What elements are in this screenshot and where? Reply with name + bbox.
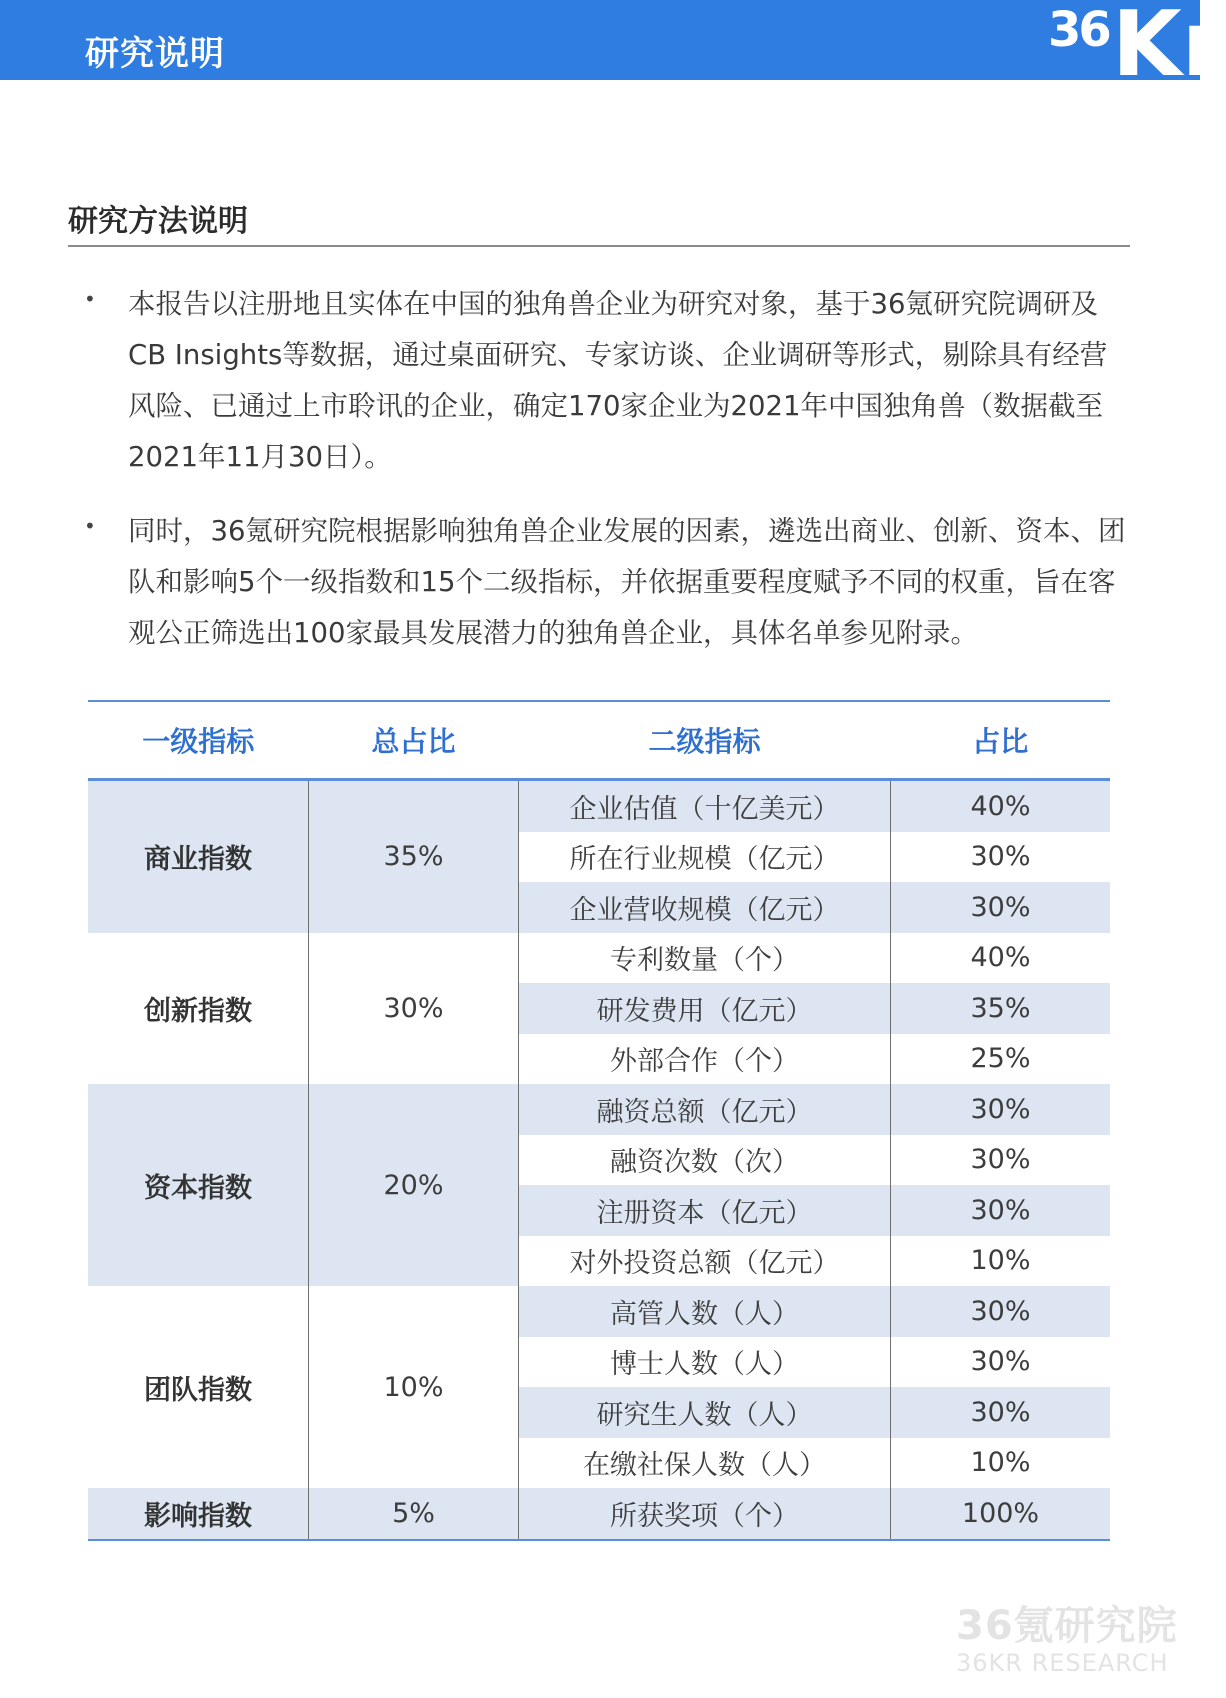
level2-pct: 30% xyxy=(970,1346,1031,1378)
level2-pct: 10% xyxy=(970,1245,1031,1277)
level2-pct: 30% xyxy=(970,841,1031,873)
header-level1: 一级指标 xyxy=(88,701,309,780)
level1-name: 创新指数 xyxy=(88,933,309,1085)
level2-label: 专利数量（个） xyxy=(519,933,891,984)
level1-total: 10% xyxy=(309,1286,519,1488)
bullet-1: • xyxy=(84,287,96,311)
level1-total: 30% xyxy=(309,933,519,1085)
level2-pct: 30% xyxy=(891,1084,1111,1135)
logo-kr: Kr xyxy=(1112,0,1226,97)
level2-label: 对外投资总额（亿元） xyxy=(519,1236,891,1287)
level1-total: 35% xyxy=(309,780,519,933)
level1-name: 团队指数 xyxy=(88,1286,309,1488)
header-level2: 二级指标 xyxy=(519,701,891,780)
level2-pct: 30% xyxy=(970,1144,1031,1176)
header-title: 研究说明 xyxy=(85,34,225,74)
header-bar xyxy=(0,0,1226,97)
bullet-2: • xyxy=(84,514,96,538)
level2-label: 在缴社保人数（人） xyxy=(519,1438,891,1489)
level2-label: 博士人数（人） xyxy=(519,1337,891,1388)
level2-pct: 25% xyxy=(970,1043,1031,1075)
level1-total: 5% xyxy=(309,1488,519,1540)
watermark-cn: 36氪研究院 xyxy=(956,1603,1178,1649)
section-title: 研究方法说明 xyxy=(68,204,248,239)
paragraph-1: 本报告以注册地且实体在中国的独角兽企业为研究对象，基于36氪研究院调研及CB Insights等数据，通过桌面研究、专家访谈、企业调研等形式，剔除具有经营风险、已通过上市聆讯的企业，确定170家企业为2021年中国独角兽（数据截至2021年11月30日）。 xyxy=(128,288,1108,473)
watermark-en: 36KR RESEARCH xyxy=(956,1649,1169,1677)
level2-label: 企业估值（十亿美元） xyxy=(519,780,891,832)
watermark xyxy=(956,1594,1178,1677)
level2-label: 企业营收规模（亿元） xyxy=(519,882,891,933)
level2-pct: 10% xyxy=(970,1447,1031,1479)
level2-label: 外部合作（个） xyxy=(519,1034,891,1085)
level2-label: 融资总额（亿元） xyxy=(519,1084,891,1135)
level2-pct: 40% xyxy=(970,942,1031,974)
table-row xyxy=(88,1488,1110,1540)
paragraph-2: 同时，36氪研究院根据影响独角兽企业发展的因素，遴选出商业、创新、资本、团队和影响5个一级指数和15个二级指标，并依据重要程度赋予不同的权重，旨在客观公正筛选出100家最具发展潜力的独角兽企业，具体名单参见附录。 xyxy=(128,515,1126,649)
table-row xyxy=(88,1286,1110,1337)
level2-pct: 35% xyxy=(891,983,1111,1034)
level1-name: 商业指数 xyxy=(88,780,309,933)
level2-label: 研发费用（亿元） xyxy=(519,983,891,1034)
level2-label: 注册资本（亿元） xyxy=(519,1185,891,1236)
level2-label: 融资次数（次） xyxy=(519,1135,891,1186)
level2-label: 高管人数（人） xyxy=(519,1286,891,1337)
level2-pct: 30% xyxy=(891,882,1111,933)
level2-pct: 30% xyxy=(891,1387,1111,1438)
table-row xyxy=(88,933,1110,984)
index-table xyxy=(88,700,1110,1541)
level2-pct: 30% xyxy=(891,1286,1111,1337)
level2-pct: 40% xyxy=(891,780,1111,832)
table-header-row xyxy=(88,701,1110,780)
level2-label: 所在行业规模（亿元） xyxy=(519,832,891,883)
table-row xyxy=(88,1084,1110,1135)
level1-name: 资本指数 xyxy=(88,1084,309,1286)
header-total: 总占比 xyxy=(309,701,519,780)
level2-label: 所获奖项（个） xyxy=(519,1488,891,1540)
level2-label: 研究生人数（人） xyxy=(519,1387,891,1438)
level1-total: 20% xyxy=(309,1084,519,1286)
level2-pct: 100% xyxy=(891,1488,1111,1540)
header-pct: 占比 xyxy=(891,701,1111,780)
level1-name: 影响指数 xyxy=(88,1488,309,1540)
level2-pct: 30% xyxy=(891,1185,1111,1236)
table-row xyxy=(88,780,1110,832)
section-divider xyxy=(68,245,1130,247)
logo-number: 36 xyxy=(1048,2,1109,58)
